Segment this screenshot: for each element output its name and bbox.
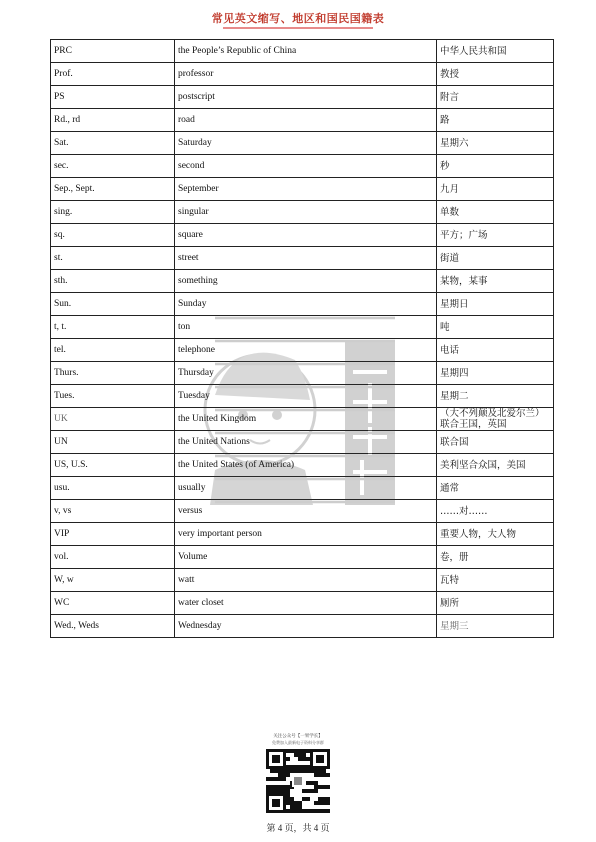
chinese-cell: 卷，册	[437, 546, 554, 569]
abbr-cell: vol.	[51, 546, 175, 569]
full-name-cell: singular	[175, 201, 437, 224]
table-row	[51, 178, 554, 201]
abbr-cell: Tues.	[51, 385, 175, 408]
qr-code-icon	[266, 749, 330, 813]
abbr-cell: UN	[51, 431, 175, 454]
abbr-cell: Rd., rd	[51, 109, 175, 132]
abbr-cell: UK	[51, 408, 175, 431]
table-row	[51, 247, 554, 270]
chinese-cell: 星期六	[437, 132, 554, 155]
chinese-cell: 附言	[437, 86, 554, 109]
abbr-cell: US, U.S.	[51, 454, 175, 477]
full-name-cell: the United Kingdom	[175, 408, 437, 431]
chinese-cell: 教授	[437, 63, 554, 86]
full-name-cell: road	[175, 109, 437, 132]
table-row	[51, 155, 554, 178]
abbr-cell: Sat.	[51, 132, 175, 155]
full-name-cell: Tuesday	[175, 385, 437, 408]
table-row	[51, 523, 554, 546]
abbr-cell: sq.	[51, 224, 175, 247]
qr-caption-title: 关注公众号【一果学长】	[273, 734, 323, 739]
table-row	[51, 316, 554, 339]
table-row	[51, 592, 554, 615]
table-row	[51, 362, 554, 385]
full-name-cell: Sunday	[175, 293, 437, 316]
full-name-cell: the United Nations	[175, 431, 437, 454]
abbr-cell: tel.	[51, 339, 175, 362]
abbr-cell: VIP	[51, 523, 175, 546]
full-name-cell: ton	[175, 316, 437, 339]
abbr-cell: v, vs	[51, 500, 175, 523]
abbr-cell: PS	[51, 86, 175, 109]
full-name-cell: Wednesday	[175, 615, 437, 638]
abbreviation-table	[50, 39, 554, 638]
chinese-cell: 联合国	[437, 431, 554, 454]
full-name-cell: watt	[175, 569, 437, 592]
abbr-cell: Prof.	[51, 63, 175, 86]
abbr-cell: Sun.	[51, 293, 175, 316]
table-row	[51, 546, 554, 569]
table-body	[51, 40, 554, 638]
chinese-cell: 平方；广场	[437, 224, 554, 247]
chinese-cell: 街道	[437, 247, 554, 270]
table-row	[51, 431, 554, 454]
table-row	[51, 40, 554, 63]
abbr-cell: t, t.	[51, 316, 175, 339]
qr-caption-subtitle: 免费加入最新电子资料分享群	[272, 740, 324, 745]
full-name-cell: September	[175, 178, 437, 201]
chinese-cell: 美利坚合众国，美国	[437, 454, 554, 477]
full-name-cell: Volume	[175, 546, 437, 569]
table-row	[51, 408, 554, 431]
table-row	[51, 454, 554, 477]
chinese-cell: 吨	[437, 316, 554, 339]
page-number: 第 4 页，共 4 页	[266, 823, 330, 833]
chinese-cell: 路	[437, 109, 554, 132]
full-name-cell: versus	[175, 500, 437, 523]
table-row	[51, 201, 554, 224]
table-row	[51, 132, 554, 155]
chinese-cell: 瓦特	[437, 569, 554, 592]
table-row	[51, 500, 554, 523]
full-name-cell: Saturday	[175, 132, 437, 155]
abbr-cell: usu.	[51, 477, 175, 500]
chinese-cell: 星期日	[437, 293, 554, 316]
full-name-cell: the United States (of America)	[175, 454, 437, 477]
full-name-cell: professor	[175, 63, 437, 86]
full-name-cell: square	[175, 224, 437, 247]
chinese-cell: 通常	[437, 477, 554, 500]
chinese-cell: 重要人物，大人物	[437, 523, 554, 546]
title-underline	[223, 27, 373, 29]
abbr-cell: Thurs.	[51, 362, 175, 385]
table-row	[51, 615, 554, 638]
chinese-cell: 秒	[437, 155, 554, 178]
full-name-cell: street	[175, 247, 437, 270]
table-row	[51, 293, 554, 316]
chinese-cell: ……对……	[437, 500, 554, 523]
chinese-cell: 星期四	[437, 362, 554, 385]
chinese-cell: （大不列颠及北爱尔兰）联合王国，英国	[437, 408, 554, 431]
abbr-cell: sec.	[51, 155, 175, 178]
chinese-cell: 单数	[437, 201, 554, 224]
full-name-cell: the People’s Republic of China	[175, 40, 437, 63]
full-name-cell: Thursday	[175, 362, 437, 385]
full-name-cell: second	[175, 155, 437, 178]
abbr-cell: Sep., Sept.	[51, 178, 175, 201]
table-row	[51, 224, 554, 247]
table-row	[51, 63, 554, 86]
chinese-cell: 电话	[437, 339, 554, 362]
abbr-cell: sth.	[51, 270, 175, 293]
table-row	[51, 339, 554, 362]
table-row	[51, 477, 554, 500]
abbr-cell: W, w	[51, 569, 175, 592]
abbr-cell: st.	[51, 247, 175, 270]
chinese-cell: 厕所	[437, 592, 554, 615]
footer-qr-block	[262, 733, 334, 817]
abbr-cell: Wed., Weds	[51, 615, 175, 638]
full-name-cell: something	[175, 270, 437, 293]
full-name-cell: water closet	[175, 592, 437, 615]
full-name-cell: very important person	[175, 523, 437, 546]
chinese-cell: 星期三	[437, 615, 554, 638]
full-name-cell: postscript	[175, 86, 437, 109]
table-row	[51, 109, 554, 132]
full-name-cell: telephone	[175, 339, 437, 362]
table-row	[51, 385, 554, 408]
table-row	[51, 569, 554, 592]
table-row	[51, 86, 554, 109]
chinese-cell: 中华人民共和国	[437, 40, 554, 63]
abbr-cell: PRC	[51, 40, 175, 63]
table-row	[51, 270, 554, 293]
chinese-cell: 九月	[437, 178, 554, 201]
chinese-cell: 星期二	[437, 385, 554, 408]
full-name-cell: usually	[175, 477, 437, 500]
abbr-cell: WC	[51, 592, 175, 615]
document-title: 常见英文缩写、地区和国民国籍表	[211, 12, 385, 25]
chinese-cell: 某物，某事	[437, 270, 554, 293]
abbr-cell: sing.	[51, 201, 175, 224]
